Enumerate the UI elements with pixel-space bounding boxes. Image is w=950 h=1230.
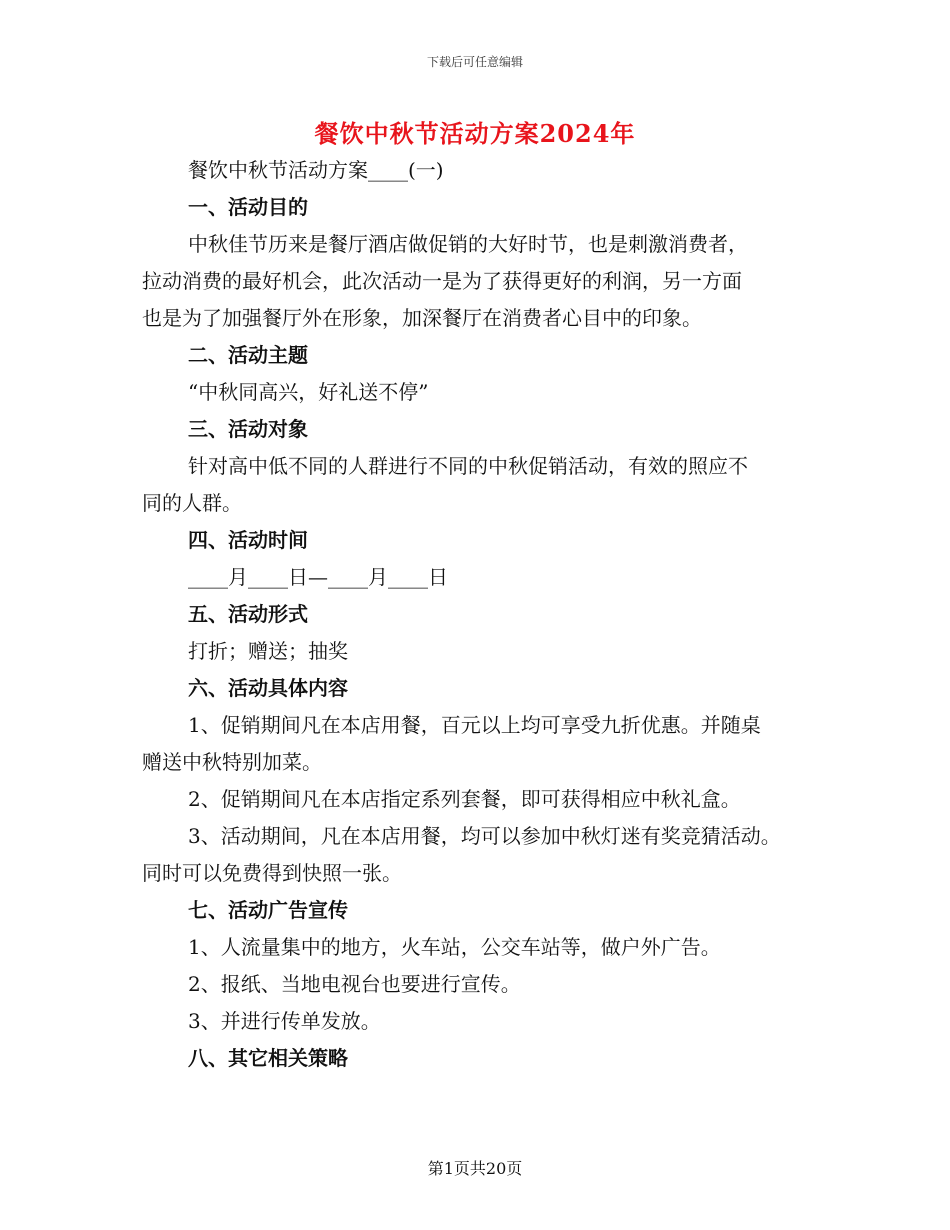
paragraph-line: 中秋佳节历来是餐厅酒店做促销的大好时节，也是刺激消费者， bbox=[188, 232, 748, 256]
paragraph-line: 拉动消费的最好机会，此次活动一是为了获得更好的利润，另一方面 bbox=[142, 269, 742, 293]
section-heading-other: 八、其它相关策略 bbox=[188, 1046, 348, 1070]
document-title: 餐饮中秋节活动方案2024年 bbox=[314, 119, 636, 148]
section-heading-format: 五、活动形式 bbox=[188, 602, 308, 626]
section-heading-advertising: 七、活动广告宣传 bbox=[188, 898, 348, 922]
list-item-line: 1、人流量集中的地方，火车站，公交车站等，做户外广告。 bbox=[188, 935, 721, 959]
section-heading-content: 六、活动具体内容 bbox=[188, 676, 348, 700]
page-footer: 第1页共20页 bbox=[427, 1159, 523, 1178]
section-heading-purpose: 一、活动目的 bbox=[188, 195, 308, 219]
paragraph-line: 针对高中低不同的人群进行不同的中秋促销活动，有效的照应不 bbox=[188, 454, 748, 478]
section-heading-target: 三、活动对象 bbox=[188, 417, 308, 441]
section-heading-time: 四、活动时间 bbox=[188, 528, 308, 552]
theme-slogan: “中秋同高兴，好礼送不停” bbox=[188, 380, 429, 404]
header-note: 下载后可任意编辑 bbox=[426, 55, 523, 69]
paragraph-line: 同的人群。 bbox=[142, 491, 242, 515]
paragraph-line: 也是为了加强餐厅外在形象，加深餐厅在消费者心目中的印象。 bbox=[142, 306, 702, 330]
section-heading-theme: 二、活动主题 bbox=[188, 343, 308, 367]
list-item-line: 2、报纸、当地电视台也要进行宣传。 bbox=[188, 972, 521, 996]
subtitle-line: 餐饮中秋节活动方案____(一) bbox=[188, 158, 444, 182]
list-item-line: 2、促销期间凡在本店指定系列套餐，即可获得相应中秋礼盒。 bbox=[188, 787, 741, 811]
paragraph-line: 打折；赠送；抽奖 bbox=[188, 639, 348, 663]
list-item-line: 1、促销期间凡在本店用餐，百元以上均可享受九折优惠。并随桌 bbox=[188, 713, 761, 737]
list-item-line: 3、活动期间，凡在本店用餐，均可以参加中秋灯迷有奖竞猜活动。 bbox=[188, 824, 781, 848]
list-item-line: 赠送中秋特别加菜。 bbox=[142, 750, 322, 774]
list-item-line: 3、并进行传单发放。 bbox=[188, 1009, 381, 1033]
list-item-line: 同时可以免费得到快照一张。 bbox=[142, 861, 402, 885]
date-range-line: ____月____日—____月____日 bbox=[188, 565, 448, 589]
